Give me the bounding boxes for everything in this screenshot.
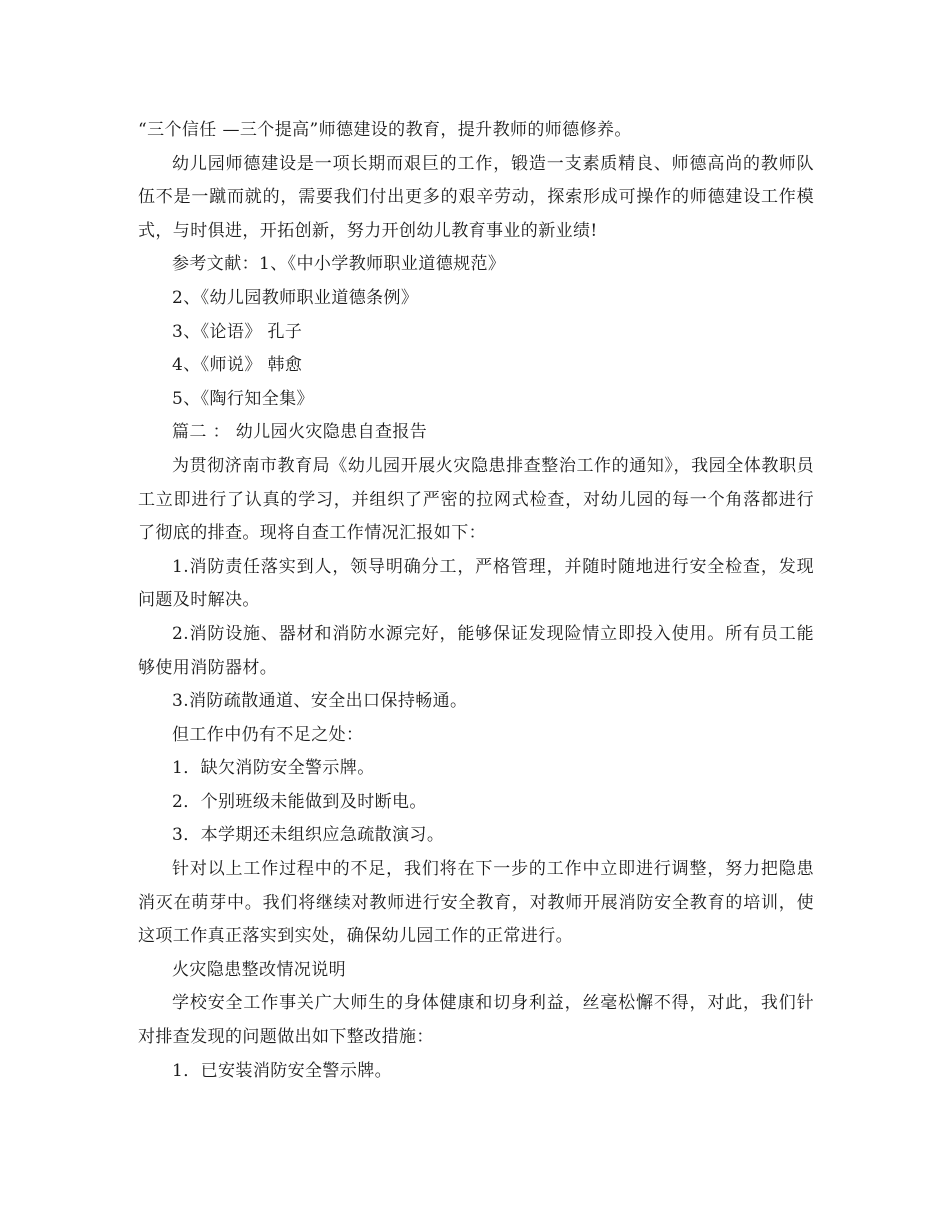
paragraph: 3.消防疏散通道、安全出口保持畅通。 <box>172 691 468 712</box>
paragraph: 为贯彻济南市教育局《幼儿园开展火灾隐患排查整治工作的通知》，我园全体教职员工立即进行了认真的学习，并组织了严密的拉网式检查，对幼儿园的每一个角落都进行了彻底的排查。现将自查工作情况汇报如下： <box>138 455 814 544</box>
paragraph: 但工作中仍有不足之处： <box>172 724 364 745</box>
paragraph: 1.消防责任落实到人，领导明确分工，严格管理，并随时随地进行安全检查，发现问题及时解决。 <box>138 556 814 611</box>
document-body <box>138 114 814 1088</box>
paragraph: 2.消防设施、器材和消防水源完好，能够保证发现险情立即投入使用。所有员工能够使用消防器材。 <box>138 623 814 678</box>
paragraph: 幼儿园师德建设是一项长期而艰巨的工作，锻造一支素质精良、师德高尚的教师队伍不是一蹴而就的，需要我们付出更多的艰辛劳动，探索形成可操作的师德建设工作模式，与时俱进，开拓创新，努力开创幼儿教育事业的新业绩! <box>138 153 814 241</box>
paragraph: 2．个别班级未能做到及时断电。 <box>172 791 427 812</box>
paragraph: 1．已安装消防安全警示牌。 <box>172 1060 393 1081</box>
paragraph: 2、《幼儿园教师职业道德条例》 <box>172 287 419 308</box>
paragraph: 4、《师说》 韩愈 <box>172 355 303 376</box>
paragraph: 1．缺欠消防安全警示牌。 <box>172 758 375 779</box>
paragraph: “三个信任 —三个提高”师德建设的教育，提升教师的师德修养。 <box>138 120 632 140</box>
paragraph: 参考文献：1、《中小学教师职业道德规范》 <box>172 254 506 275</box>
paragraph: 3．本学期还未组织应急疏散演习。 <box>172 825 445 846</box>
paragraph: 学校安全工作事关广大师生的身体健康和切身利益，丝毫松懈不得，对此，我们针对排查发现的问题做出如下整改措施： <box>138 993 814 1048</box>
paragraph: 火灾隐患整改情况说明 <box>172 959 346 980</box>
paragraph: 5、《陶行知全集》 <box>172 388 314 409</box>
paragraph: 篇二 ： 幼儿园火灾隐患自查报告 <box>172 422 428 443</box>
paragraph: 3、《论语》 孔子 <box>172 321 303 342</box>
paragraph: 针对以上工作过程中的不足，我们将在下一步的工作中立即进行调整，努力把隐患消灭在萌芽中。我们将继续对教师进行安全教育，对教师开展消防安全教育的培训，使这项工作真正落实到实处，确保幼儿园工作的正常进行。 <box>138 859 814 947</box>
